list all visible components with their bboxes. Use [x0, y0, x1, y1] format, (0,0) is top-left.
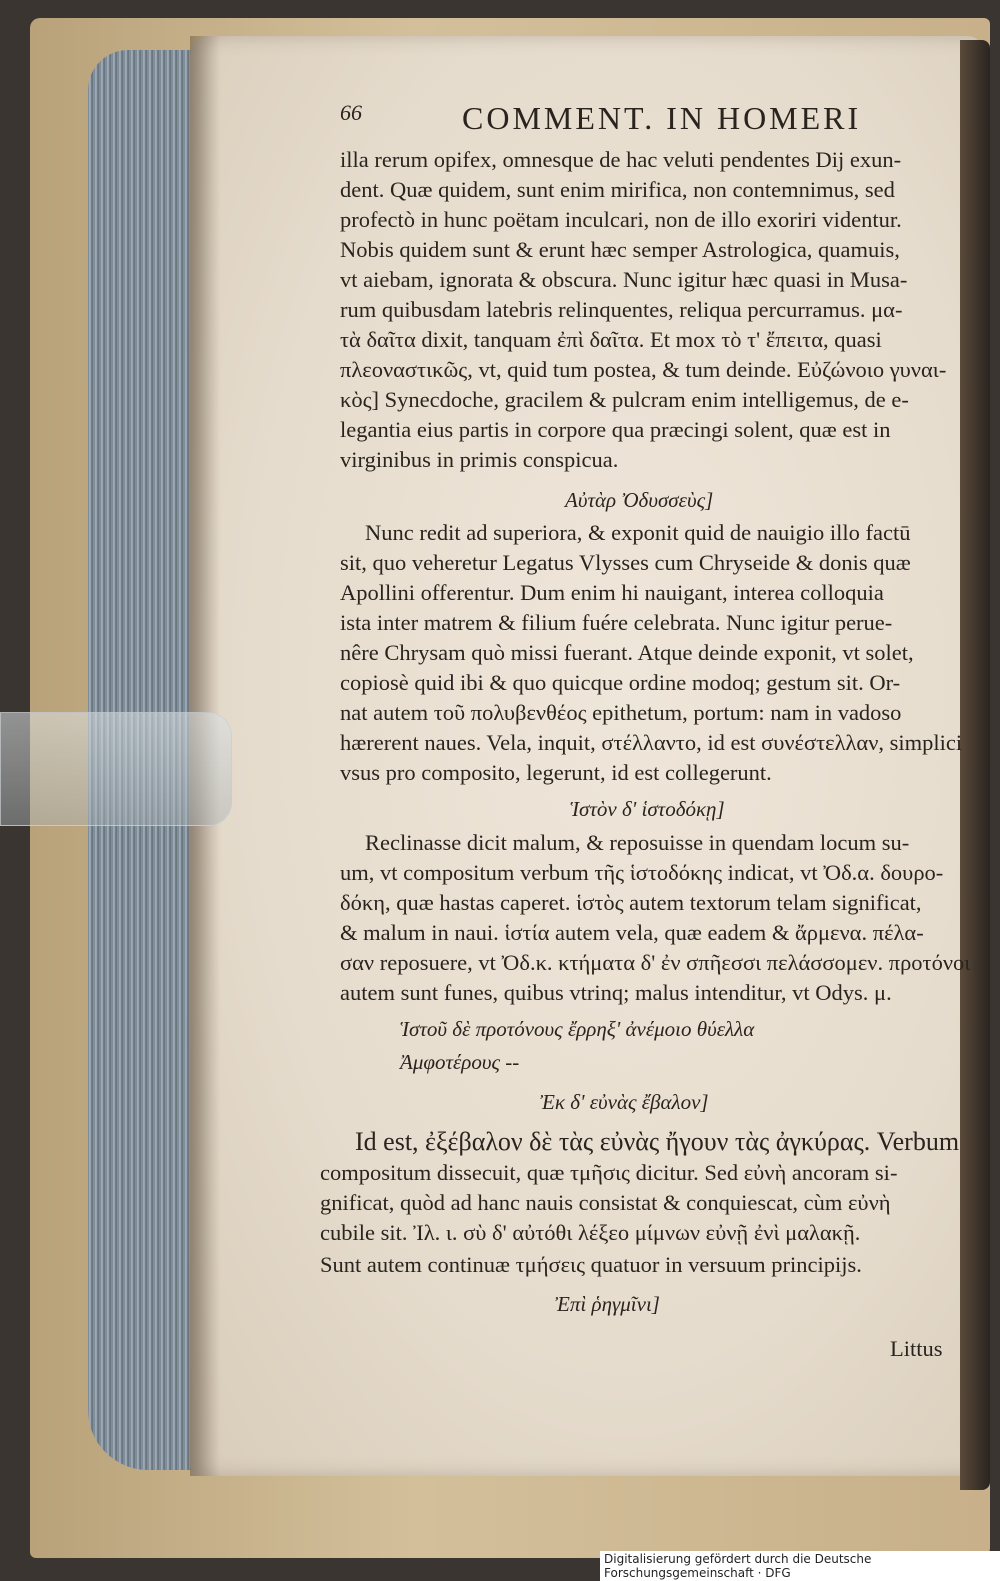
text-line: Nobis quidem sunt & erunt hæc semper Astrologica, quamuis,	[340, 237, 900, 262]
text-line: legantia eius partis in corpore qua præcingi solent, quæ est in	[340, 417, 891, 442]
text-line: illa rerum opifex, omnesque de hac veluti pendentes Dij exun-	[340, 147, 902, 172]
lemma-heading: Ἐκ δ' εὐνὰς ἔβαλον]	[540, 1090, 709, 1114]
text-line: rum quibusdam latebris relinquentes, reliqua percurramus. μα-	[340, 297, 903, 322]
text-line: compositum dissecuit, quæ τμῆσις dicitur. Sed εὐνὴ ancoram si-	[320, 1160, 898, 1185]
text-line: δόκη, quæ hastas caperet. ἱστὸς autem textorum telam significat,	[340, 890, 922, 915]
lemma-heading: Ἐπὶ ῥηγμῖνι]	[555, 1292, 660, 1316]
text-line: vsus pro composito, legerunt, id est collegerunt.	[340, 760, 772, 785]
text-line: virginibus in primis conspicua.	[340, 447, 619, 472]
lemma-heading: Ἱστὸν δ' ἱστοδόκῃ]	[570, 797, 725, 821]
right-edge	[960, 40, 990, 1490]
lemma-heading: Αὐτὰρ Ὀδυσσεὺς]	[565, 488, 714, 512]
text-line: vt aiebam, ignorata & obscura. Nunc igitur hæc quasi in Musa-	[340, 267, 908, 292]
text-line: Sunt autem continuæ τμήσεις quatuor in versuum principijs.	[320, 1252, 862, 1277]
text-line: profectò in hunc poëtam inculcari, non de illo exoriri videntur.	[340, 207, 902, 232]
text-line: Id est, ἐξέβαλον δὲ τὰς εὐνὰς ἤγουν τὰς ἀγκύρας. Verbum	[355, 1127, 960, 1156]
text-line: & malum in naui. ἱστία autem vela, quæ eadem & ἄρμενα. πέλα-	[340, 920, 924, 945]
text-line: gnificat, quòd ad hanc nauis consistat & conquiescat, cùm εὐνὴ	[320, 1190, 891, 1215]
text-line: nat autem τοῦ πολυβενθέος epithetum, portum: nam in vadoso	[340, 700, 902, 725]
text-line: autem sunt funes, quibus vtrinq; malus intenditur, vt Odys. μ.	[340, 980, 892, 1005]
page-number: 66	[340, 100, 362, 125]
text-line: cubile sit. Ἰλ. ι. σὺ δ' αὐτόθι λέξεο μίμνων εὐνῇ ἐνὶ μαλακῇ.	[320, 1220, 861, 1245]
text-line: ista inter matrem & filium fuére celebrata. Nunc igitur perue-	[340, 610, 893, 635]
text-line: dent. Quæ quidem, sunt enim mirifica, non contemnimus, sed	[340, 177, 895, 202]
footer-credit: Digitalisierung gefördert durch die Deutsche Forschungsgemeinschaft · DFG	[600, 1551, 1000, 1581]
text-line: Reclinasse dicit malum, & reposuisse in quendam locum su-	[365, 830, 910, 855]
text-line: Nunc redit ad superiora, & exponit quid de nauigio illo factū	[365, 520, 911, 545]
text-line: nêre Chrysam quò missi fuerant. Atque deinde exponit, vt solet,	[340, 640, 914, 665]
text-line: Apollini offerentur. Dum enim hi nauigant, interea colloquia	[340, 580, 884, 605]
text-line: hærerent naues. Vela, inquit, στέλλαντο, id est συνέστελλαν, simplici	[340, 730, 963, 755]
verse-line: Ἱστοῦ δὲ προτόνους ἔρρηξ' ἀνέμοιο θύελλα	[400, 1017, 755, 1041]
verse-line: Ἀμφοτέρους --	[400, 1050, 520, 1074]
running-title: COMMENT. IN HOMERI	[462, 100, 862, 136]
text-line: σαν reposuere, vt Ὀδ.κ. κτήματα δ' ἐν σπῆεσσι πελάσσομεν. προτόνοι	[340, 950, 971, 975]
catchword: Littus	[890, 1336, 943, 1361]
text-line: τὰ δαῖτα dixit, tanquam ἐπὶ δαῖτα. Et mox τὸ τ' ἔπειτα, quasi	[340, 327, 882, 352]
text-line: πλεοναστικῶς, vt, quid tum postea, & tum deinde. Εὐζώνοιο γυναι-	[340, 357, 947, 382]
text-line: sit, quo veheretur Legatus Vlysses cum Chryseide & donis quæ	[340, 550, 911, 575]
plastic-clip	[0, 712, 232, 826]
text-line: κὸς] Synecdoche, gracilem & pulcram enim intelligemus, de e-	[340, 387, 909, 412]
text-line: copiosè quid ibi & quo quicque ordine modoq; gestum sit. Or-	[340, 670, 901, 695]
text-line: um, vt compositum verbum τῆς ἱστοδόκης indicat, vt Ὀδ.α. δουρο-	[340, 860, 944, 885]
